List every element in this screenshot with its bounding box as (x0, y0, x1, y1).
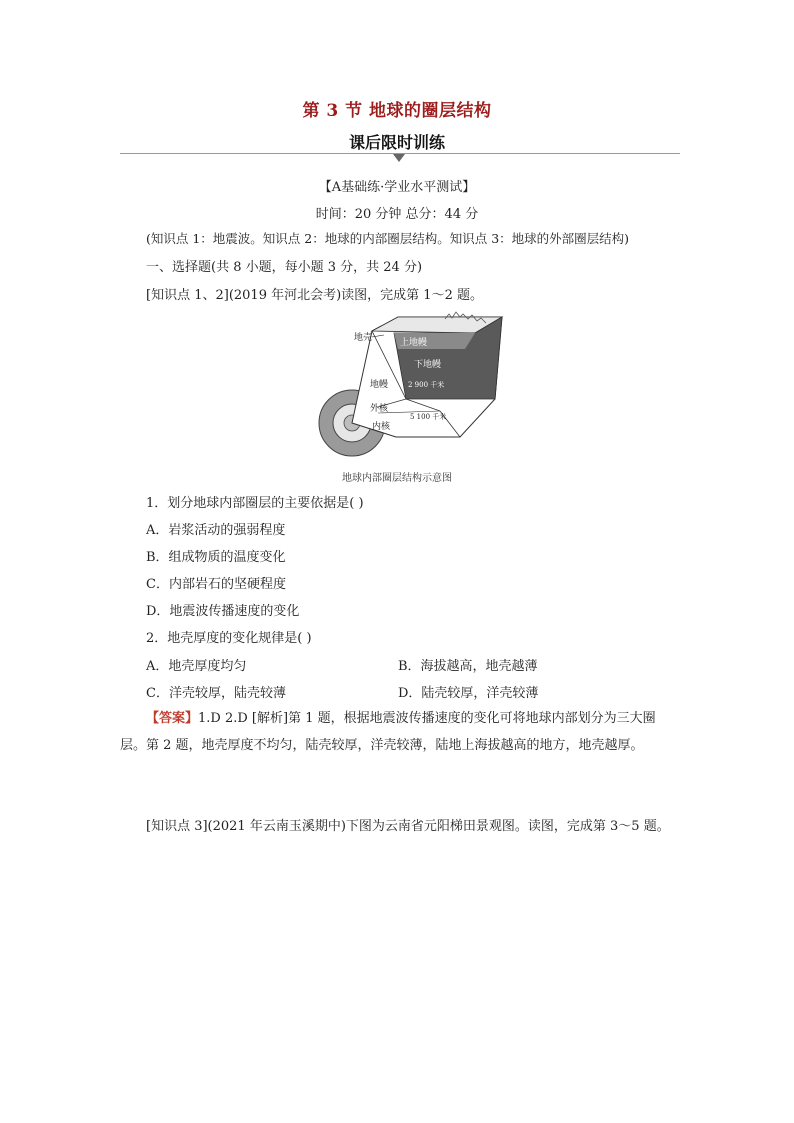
q1-option-b: B．组成物质的温度变化 (146, 550, 286, 565)
knowledge-points: (知识点 1：地震波。知识点 2：地球的内部圈层结构。知识点 3：地球的外部圈层结构) (146, 231, 630, 246)
next-question-intro: [知识点 3](2021 年云南玉溪期中)下图为云南省元阳梯田景观图。读图，完成第 3～5 题。 (146, 819, 670, 834)
label-inner-core: 内核 (372, 422, 391, 432)
page-subtitle: 课后限时训练 (348, 133, 445, 152)
q1-stem: 1．划分地球内部圈层的主要依据是( ) (146, 496, 364, 511)
q1-option-a: A．岩浆活动的强弱程度 (146, 523, 286, 538)
time-score: 时间：20 分钟 总分：44 分 (315, 207, 479, 222)
label-depth-5100: 5 100 千米 (410, 413, 447, 421)
q1-option-d: D．地震波传播速度的变化 (146, 604, 300, 619)
q2-option-c: C．洋壳较厚，陆壳较薄 (146, 686, 286, 701)
answer-tag: 【答案】 (146, 711, 199, 726)
q2-stem: 2．地壳厚度的变化规律是( ) (146, 631, 312, 646)
earth-structure-figure (310, 305, 510, 467)
page-title: 第 3 节 地球的圈层结构 (302, 101, 492, 121)
section-heading: 一、选择题(共 8 小题，每小题 3 分，共 24 分) (146, 260, 423, 275)
q2-option-b: B．海拔越高，地壳越薄 (398, 659, 538, 674)
label-crust: 地壳 (354, 333, 373, 343)
q2-option-a: A．地壳厚度均匀 (146, 659, 247, 674)
label-lower-mantle: 下地幔 (414, 360, 442, 370)
divider-arrow-icon (393, 154, 405, 162)
q2-option-d: D．陆壳较厚，洋壳较薄 (398, 686, 539, 701)
answer-block (120, 705, 678, 759)
label-outer-core: 外核 (370, 404, 389, 414)
label-upper-mantle: 上地幔 (400, 338, 428, 348)
figure-caption: 地球内部圈层结构示意图 (342, 473, 452, 484)
label-mantle: 地幔 (370, 380, 389, 390)
q1-option-c: C．内部岩石的坚硬程度 (146, 577, 286, 592)
test-level: 【A基础练·学业水平测试】 (318, 180, 476, 195)
label-depth-2900: 2 900 千米 (408, 381, 445, 389)
question-intro: [知识点 1、2](2019 年河北会考)读图，完成第 1～2 题。 (146, 288, 483, 303)
answer-text: 1.D 2.D [解析]第 1 题，根据地震波传播速度的变化可将地球内部划分为三大圈层。第 2 题，地壳厚度不均匀，陆壳较厚，洋壳较薄，陆地上海拔越高的地方，地壳越厚。 (120, 711, 656, 753)
